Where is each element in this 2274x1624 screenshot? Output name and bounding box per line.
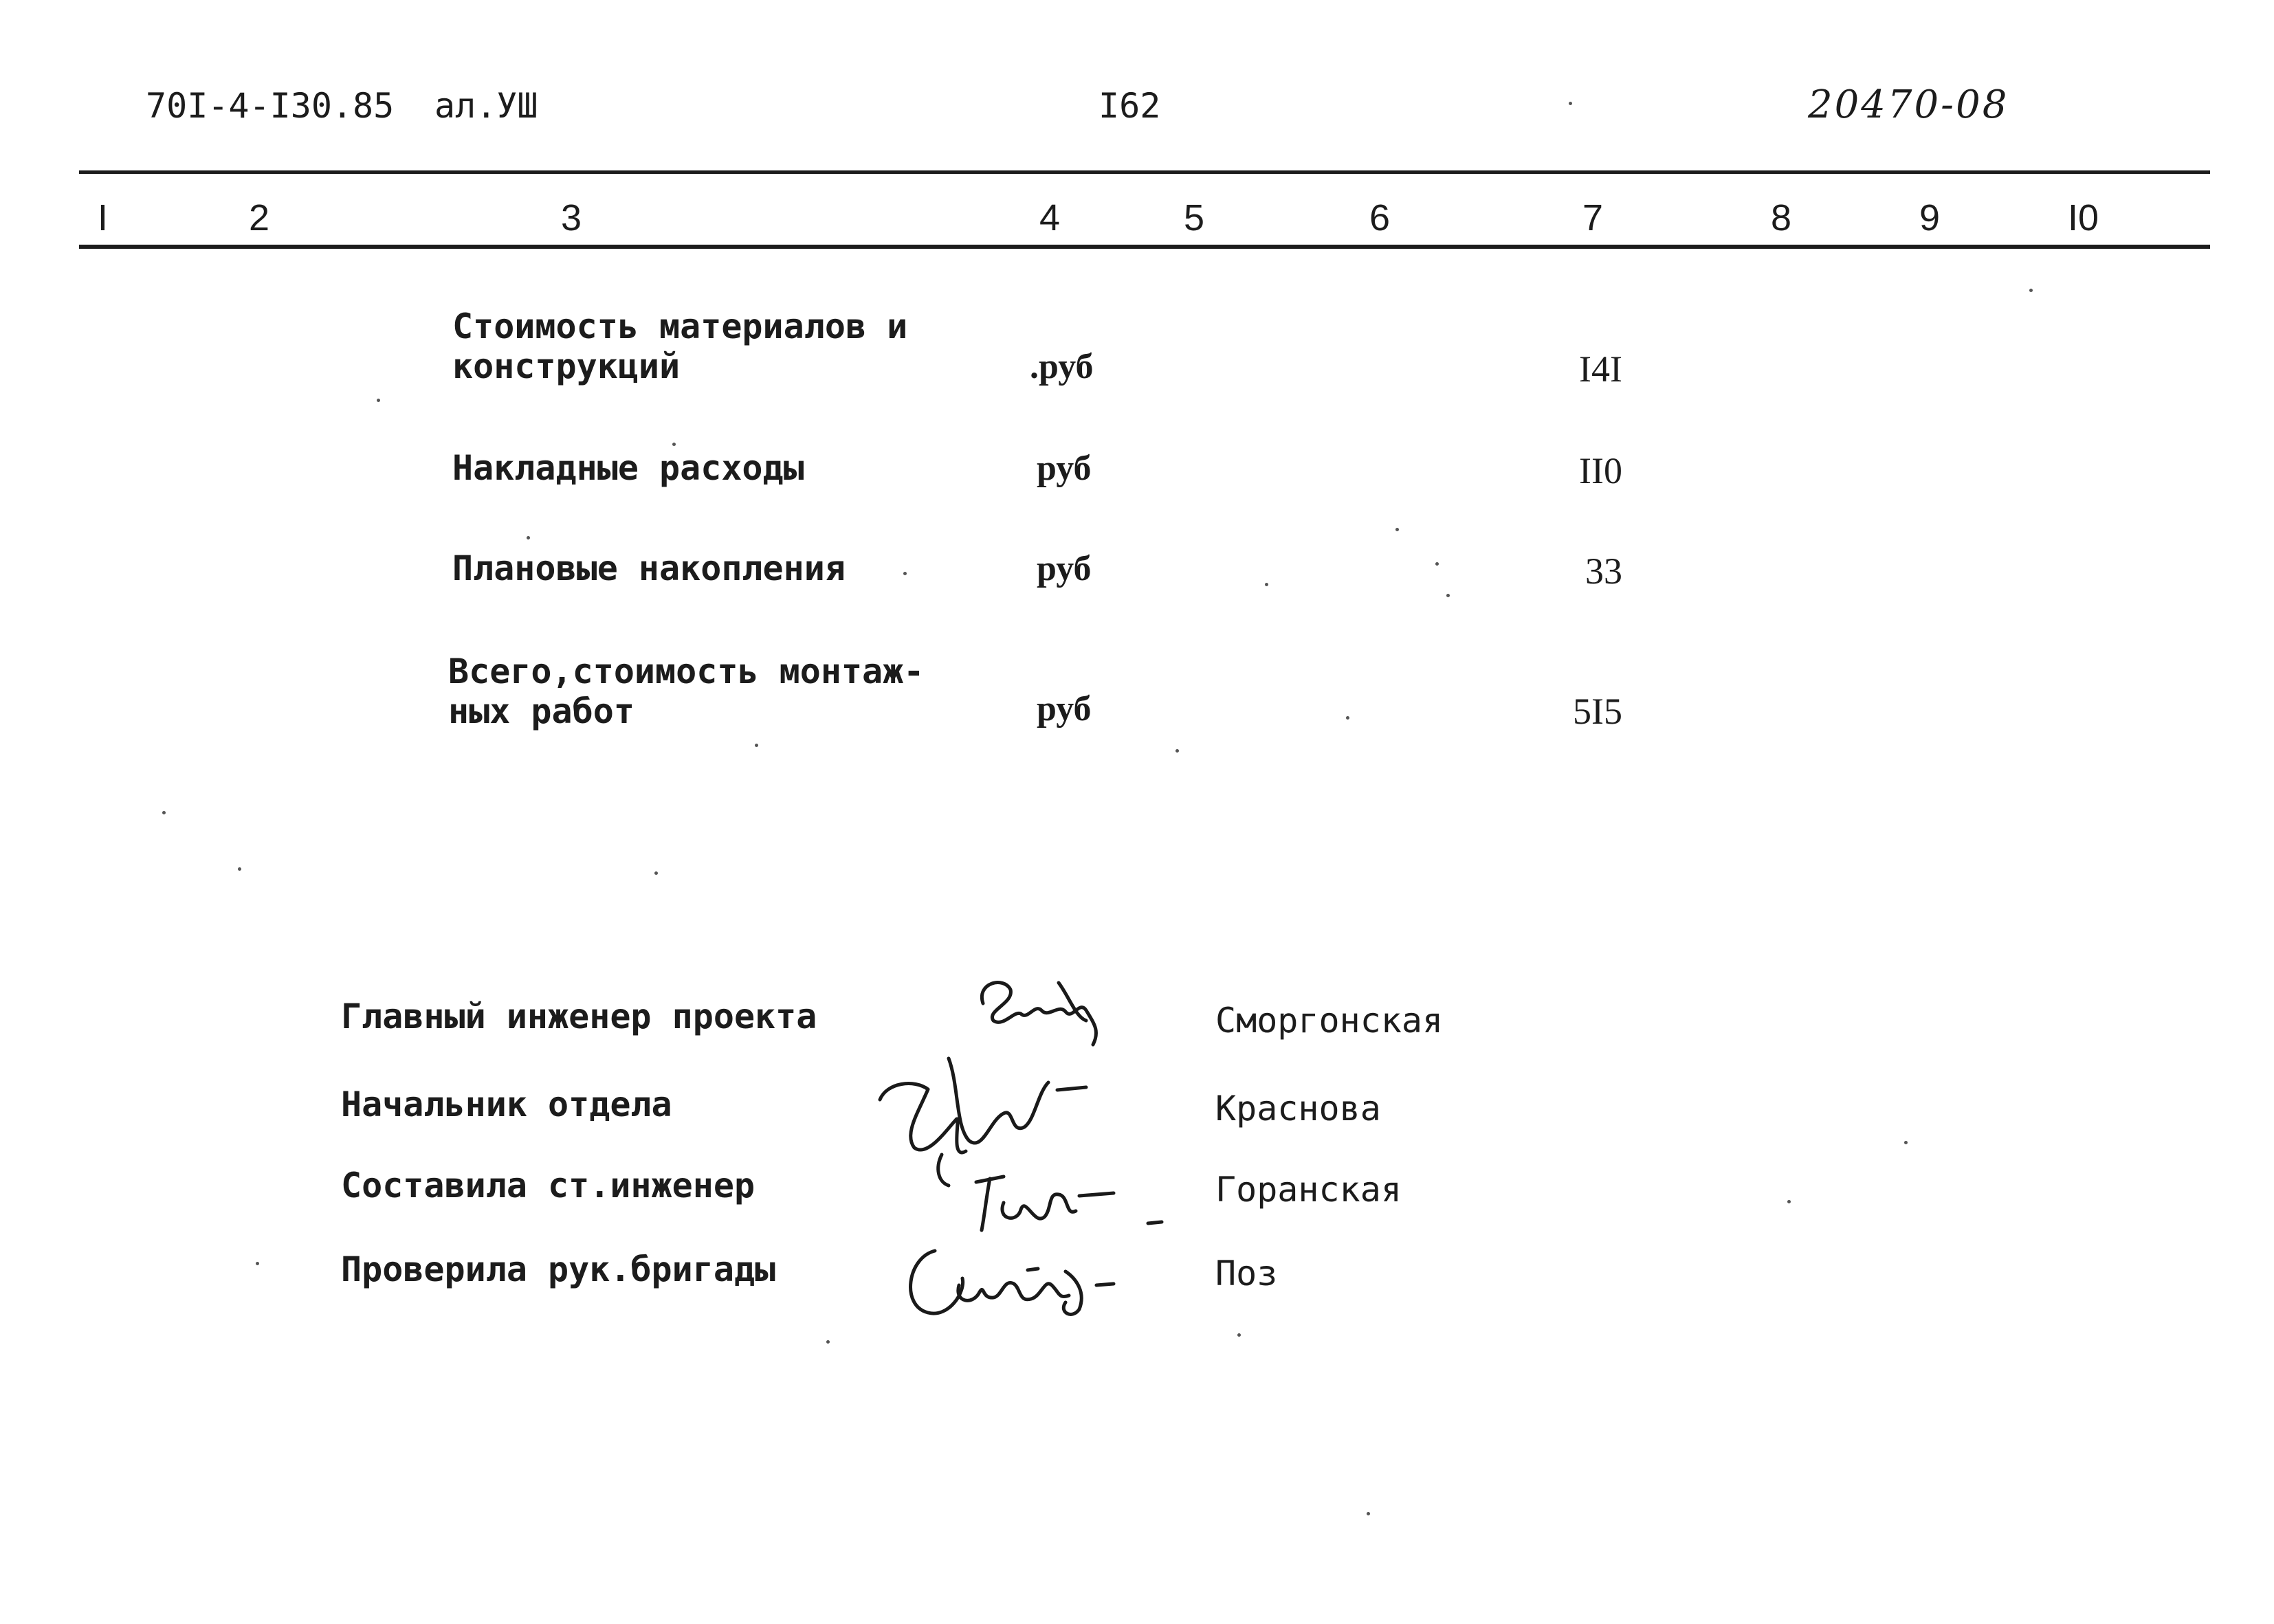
- signature-4-scribble: [911, 1251, 1114, 1314]
- column-header-4: 4: [1039, 197, 1061, 238]
- row-2-unit: руб: [1037, 449, 1092, 488]
- scan-speck: [1265, 583, 1268, 586]
- document-code: 70I-4-I30.85: [146, 86, 395, 126]
- row-2-value: II0: [1579, 450, 1622, 491]
- scan-speck: [672, 443, 676, 446]
- scan-speck: [903, 572, 907, 575]
- scan-speck: [1446, 594, 1450, 597]
- row-3-value: 33: [1585, 550, 1622, 592]
- scan-speck: [1435, 562, 1439, 566]
- column-header-1: I: [98, 197, 109, 238]
- row-4-name-line-2: ных работ: [448, 691, 634, 731]
- row-3-name: Плановые накопления: [452, 548, 846, 588]
- inventory-number: 20470-08: [1808, 82, 2009, 127]
- scan-speck: [826, 1340, 830, 1344]
- scan-speck: [162, 811, 166, 814]
- signature-role-reviewer: Проверила рук.бригады: [341, 1249, 776, 1289]
- column-header-5: 5: [1184, 197, 1205, 238]
- scan-speck: [377, 399, 380, 402]
- header-rule-bottom: [79, 245, 2210, 249]
- scan-speck: [1787, 1200, 1791, 1203]
- row-1-unit: .руб: [1030, 347, 1094, 386]
- signature-1-scribble: [982, 983, 1096, 1045]
- scan-speck: [238, 867, 241, 871]
- signature-name-4: Поз: [1215, 1254, 1278, 1293]
- row-4-unit: руб: [1037, 689, 1092, 728]
- scan-speck: [1569, 102, 1572, 105]
- scan-speck: [1237, 1333, 1241, 1337]
- scan-speck: [654, 871, 658, 875]
- row-1-name: [452, 307, 907, 386]
- row-1-name-line-1: Стоимость материалов и: [452, 307, 908, 346]
- signature-role-chief-engineer: Главный инженер проекта: [341, 997, 817, 1036]
- scan-speck: [1346, 716, 1349, 720]
- row-4-name-line-1: Всего,стоимость монтаж-: [448, 652, 925, 691]
- header-rule-top: [79, 170, 2210, 174]
- scan-speck: [256, 1262, 259, 1265]
- signature-role-department-head: Начальник отдела: [341, 1084, 672, 1124]
- album-label: ал.УШ: [434, 86, 538, 126]
- row-1-name-line-2: конструкций: [452, 346, 681, 386]
- scan-speck: [755, 744, 758, 747]
- signature-role-compiler: Составила ст.инженер: [341, 1166, 755, 1205]
- column-header-3: 3: [561, 197, 582, 238]
- column-header-10: I0: [2068, 197, 2099, 238]
- page-number: I62: [1099, 86, 1161, 126]
- scan-speck: [1395, 528, 1399, 531]
- signature-name-1: Сморгонская: [1215, 1001, 1444, 1041]
- column-header-6: 6: [1369, 197, 1391, 238]
- signature-name-2: Краснова: [1215, 1089, 1381, 1128]
- scan-speck: [1367, 1512, 1370, 1515]
- row-4-name: [448, 652, 924, 731]
- column-header-9: 9: [1919, 197, 1941, 238]
- signature-3-scribble: [976, 1177, 1162, 1230]
- scan-speck: [527, 536, 530, 540]
- scan-speck: [1904, 1141, 1908, 1144]
- column-header-2: 2: [249, 197, 270, 238]
- scan-speck: [1175, 749, 1179, 753]
- column-header-7: 7: [1582, 197, 1604, 238]
- row-1-value: I4I: [1579, 348, 1622, 390]
- signature-name-3: Горанская: [1215, 1170, 1402, 1210]
- signature-2-scribble: [880, 1058, 1086, 1186]
- row-2-name: Накладные расходы: [452, 448, 804, 488]
- row-4-value: 5I5: [1573, 691, 1622, 732]
- handwritten-signatures: [839, 955, 1196, 1326]
- scan-speck: [2029, 289, 2033, 292]
- row-3-unit: руб: [1037, 549, 1092, 588]
- column-header-8: 8: [1771, 197, 1792, 238]
